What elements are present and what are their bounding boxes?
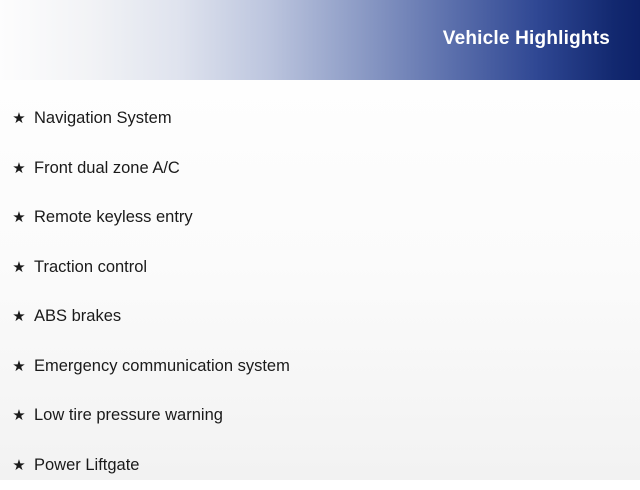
page-title: Vehicle Highlights (443, 28, 610, 50)
list-item-label: Traction control (30, 258, 147, 277)
list-item-label: Navigation System (30, 109, 172, 128)
list-item (0, 243, 640, 293)
list-item (0, 342, 640, 392)
star-icon: ★ (8, 111, 30, 126)
list-item-label: Emergency communication system (30, 357, 290, 376)
star-icon: ★ (8, 359, 30, 374)
list-item (0, 292, 640, 342)
list-item (0, 441, 640, 490)
list-item-label: Power Liftgate (30, 456, 139, 475)
star-icon: ★ (8, 210, 30, 225)
star-icon: ★ (8, 260, 30, 275)
list-item-label: ABS brakes (30, 307, 121, 326)
star-icon: ★ (8, 161, 30, 176)
highlights-content (0, 80, 640, 490)
star-icon: ★ (8, 309, 30, 324)
list-item (0, 94, 640, 144)
list-item (0, 193, 640, 243)
list-item-label: Front dual zone A/C (30, 159, 180, 178)
vehicle-highlights-list (0, 94, 640, 490)
star-icon: ★ (8, 408, 30, 423)
list-item (0, 144, 640, 194)
list-item-label: Remote keyless entry (30, 208, 193, 227)
page-header (0, 0, 640, 80)
star-icon: ★ (8, 458, 30, 473)
list-item-label: Low tire pressure warning (30, 406, 223, 425)
list-item (0, 391, 640, 441)
